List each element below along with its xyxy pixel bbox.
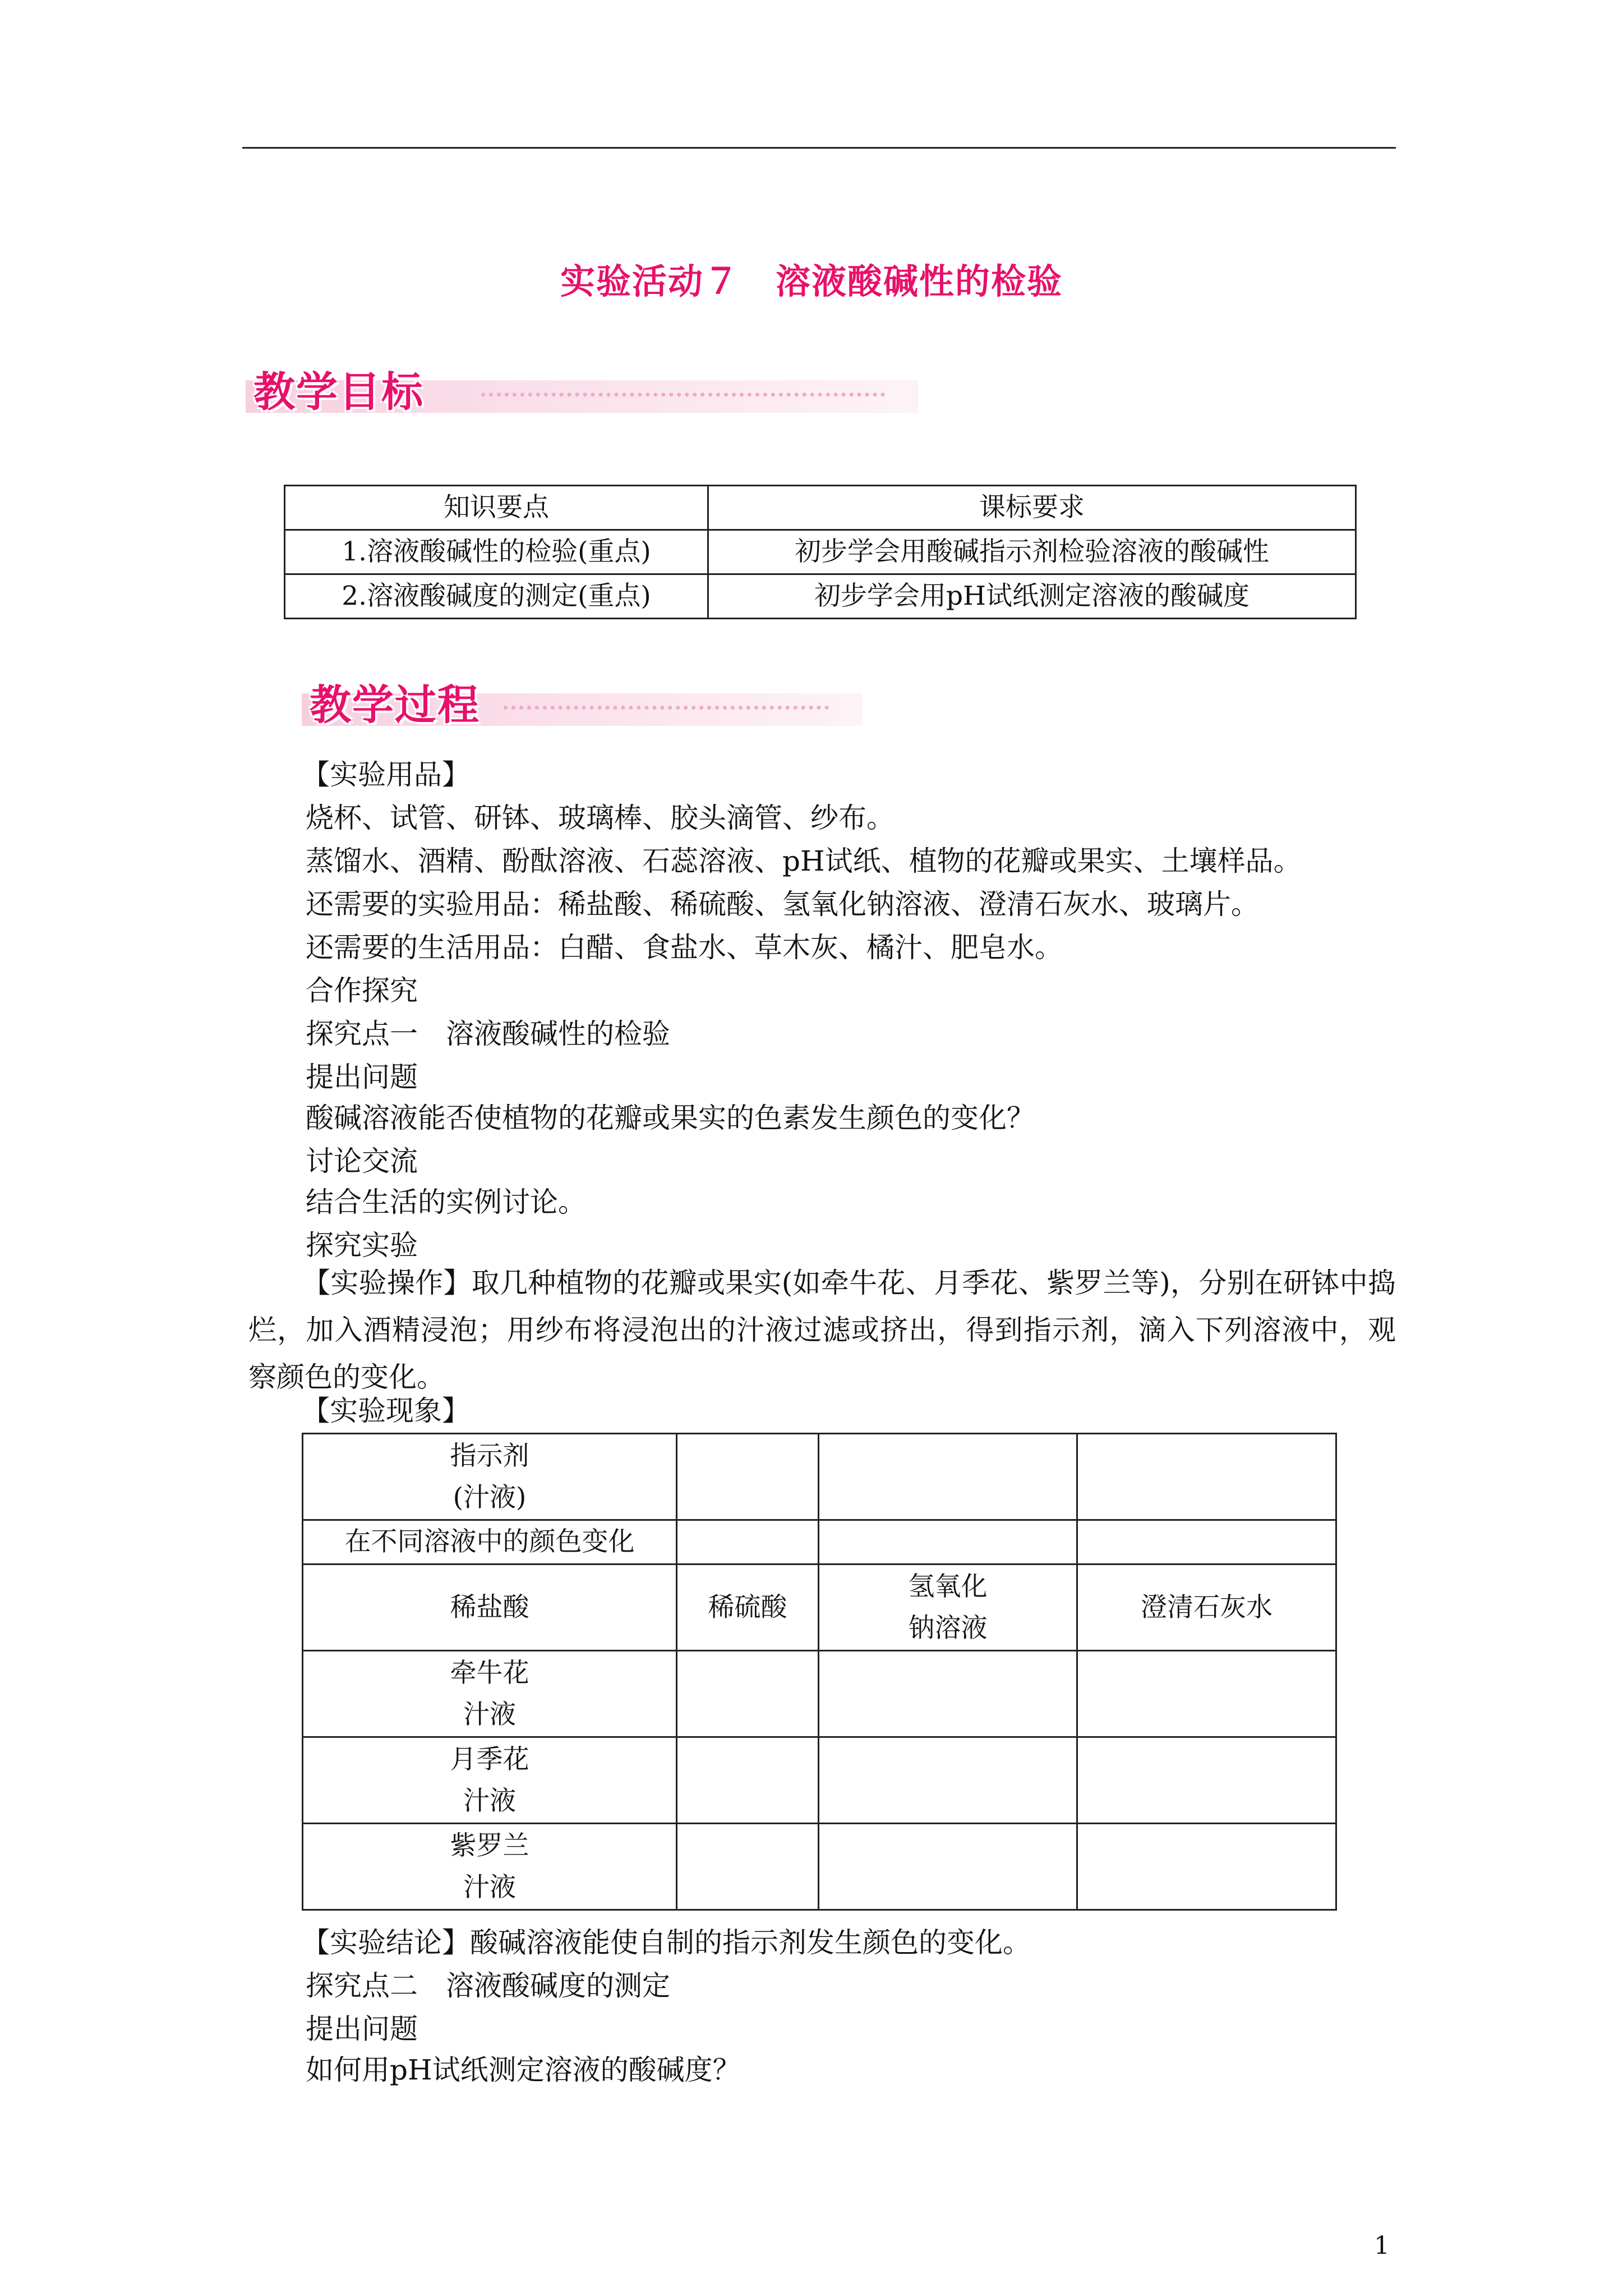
- subheading: 提出问题: [306, 1061, 418, 1093]
- phenomenon-table: [302, 1433, 1337, 1911]
- section-label: 教学目标: [253, 368, 424, 416]
- objectives-table: [284, 485, 1357, 619]
- table-cell: [1077, 1434, 1336, 1520]
- section-label: 教学过程: [310, 681, 480, 729]
- table-header-cell: 澄清石灰水: [1077, 1565, 1336, 1651]
- document-title: 实验活动７ 溶液酸碱性的检验: [560, 261, 1063, 302]
- materials-line: 还需要的实验用品：稀盐酸、稀硫酸、氢氧化钠溶液、澄清石灰水、玻璃片。: [306, 888, 1259, 921]
- banner-dots: [504, 706, 829, 710]
- table-cell: 2.溶液酸碱度的测定(重点): [285, 574, 708, 619]
- table-cell: 初步学会用酸碱指示剂检验溶液的酸碱性: [708, 530, 1356, 574]
- table-row: [303, 1651, 1336, 1737]
- table-header-cell: 稀盐酸: [303, 1565, 677, 1651]
- table-cell: [303, 1434, 677, 1520]
- table-cell: [819, 1434, 1077, 1520]
- table-cell: [819, 1824, 1077, 1910]
- phenomenon-heading: 【实验现象】: [302, 1395, 470, 1427]
- table-cell: 在不同溶液中的颜色变化: [303, 1520, 677, 1565]
- table-cell: 初步学会用pH试纸测定溶液的酸碱度: [708, 574, 1356, 619]
- section-banner-process: [302, 671, 863, 731]
- subheading: 探究实验: [306, 1229, 418, 1262]
- table-cell: [1077, 1737, 1336, 1824]
- subheading: 探究点一 溶液酸碱性的检验: [306, 1018, 670, 1050]
- table-cell: 1.溶液酸碱性的检验(重点): [285, 530, 708, 574]
- table-cell: [303, 1824, 677, 1910]
- header-rule: [242, 147, 1396, 149]
- table-cell: [819, 1520, 1077, 1565]
- section-banner-objectives: [246, 358, 919, 418]
- cell-line: 紫罗兰: [450, 1830, 529, 1861]
- cell-line: 指示剂: [450, 1440, 529, 1471]
- table-cell: [677, 1434, 819, 1520]
- table-header-cell: [819, 1565, 1077, 1651]
- table-cell: [1077, 1824, 1336, 1910]
- table-row: [303, 1520, 1336, 1565]
- table-cell: [303, 1737, 677, 1824]
- paragraph-line: 如何用pH试纸测定溶液的酸碱度？: [306, 2054, 741, 2086]
- table-cell: [677, 1737, 819, 1824]
- cell-line: 氢氧化: [908, 1571, 988, 1602]
- table-cell: [1077, 1651, 1336, 1737]
- table-row: [285, 574, 1356, 619]
- subheading: 提出问题: [306, 2013, 418, 2045]
- table-header-cell: 课标要求: [708, 486, 1356, 530]
- materials-line: 烧杯、试管、研钵、玻璃棒、胶头滴管、纱布。: [306, 802, 895, 834]
- table-header-row: [303, 1565, 1336, 1651]
- materials-heading: 【实验用品】: [302, 758, 470, 791]
- table-cell: [1077, 1520, 1336, 1565]
- table-header-row: [285, 486, 1356, 530]
- cell-line: 汁液: [463, 1871, 516, 1903]
- table-cell: [819, 1651, 1077, 1737]
- cell-line: (汁液): [453, 1481, 527, 1513]
- materials-line: 还需要的生活用品：白醋、食盐水、草木灰、橘汁、肥皂水。: [306, 931, 1063, 964]
- cell-line: 钠溶液: [908, 1612, 988, 1644]
- cell-line: 汁液: [463, 1699, 516, 1730]
- subheading: 探究点二 溶液酸碱度的测定: [306, 1970, 670, 2002]
- operation-paragraph: 【实验操作】取几种植物的花瓣或果实(如牵牛花、月季花、紫罗兰等)，分别在研钵中捣烂，加入酒精浸泡；用纱布将浸泡出的汁液过滤或挤出，得到指示剂，滴入下列溶液中，观察颜色的变化。: [248, 1267, 1396, 1393]
- table-cell: [677, 1651, 819, 1737]
- table-row: [303, 1737, 1336, 1824]
- subheading: 讨论交流: [306, 1145, 418, 1177]
- table-cell: [677, 1824, 819, 1910]
- table-cell: [677, 1520, 819, 1565]
- page-number: 1: [1374, 2231, 1390, 2260]
- paragraph-line: 结合生活的实例讨论。: [306, 1186, 586, 1218]
- banner-dots: [481, 393, 885, 397]
- table-row: [303, 1434, 1336, 1520]
- paragraph-line: 酸碱溶液能否使植物的花瓣或果实的色素发生颜色的变化？: [306, 1102, 1035, 1134]
- table-row: [285, 530, 1356, 574]
- table-header-cell: 稀硫酸: [677, 1565, 819, 1651]
- table-cell: [819, 1737, 1077, 1824]
- table-row: [303, 1824, 1336, 1910]
- cell-line: 牵牛花: [450, 1657, 529, 1688]
- table-cell: [303, 1651, 677, 1737]
- cell-line: 汁液: [463, 1785, 516, 1816]
- subheading: 合作探究: [306, 974, 418, 1007]
- cell-line: 月季花: [450, 1743, 529, 1775]
- table-header-cell: 知识要点: [285, 486, 708, 530]
- conclusion-line: 【实验结论】酸碱溶液能使自制的指示剂发生颜色的变化。: [302, 1926, 1031, 1959]
- materials-line: 蒸馏水、酒精、酚酞溶液、石蕊溶液、pH试纸、植物的花瓣或果实、土壤样品。: [306, 845, 1302, 877]
